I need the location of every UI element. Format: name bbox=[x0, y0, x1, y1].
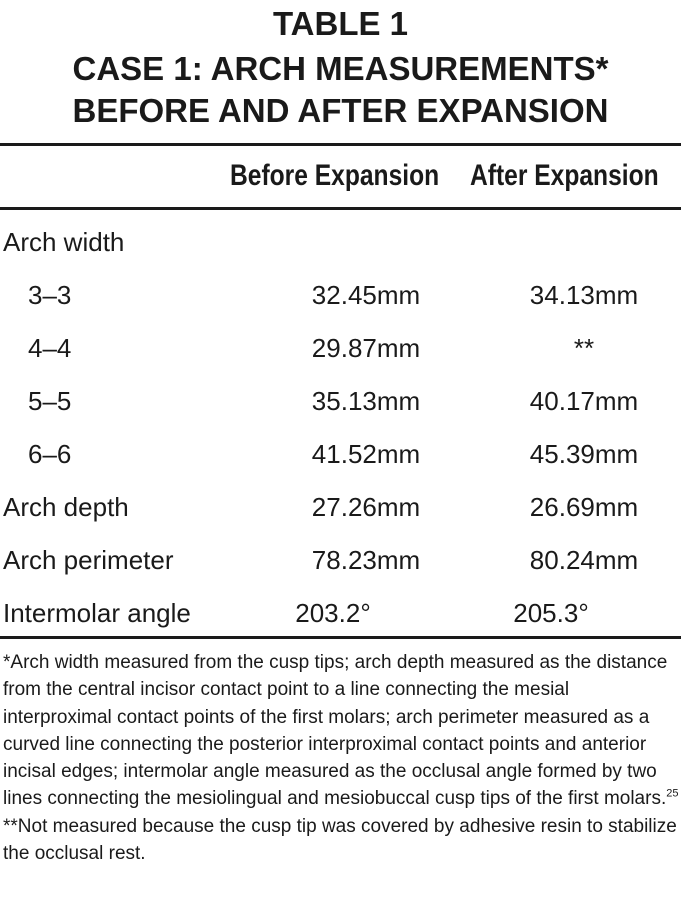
footnote-asterisk-text: *Arch width measured from the cusp tips; arch depth measured as the distance from the central incisor contact point to a line connecting the mesial interproximal contact points of the first molars; arch perimeter measured as a curved line connecting the posterior interproximal contact points and anterior incisal edges; intermolar angle measured as the occlusal angle formed by two lines connecting the mesiolingual and mesiobuccal cusp tips of the first molars. bbox=[3, 652, 668, 810]
before-value: 35.13mm bbox=[311, 386, 421, 416]
after-value: 40.17mm bbox=[529, 386, 639, 416]
row-label: 4–4 bbox=[28, 333, 72, 363]
table-title-line-2: BEFORE AND AFTER EXPANSION bbox=[72, 92, 609, 129]
table-footnotes bbox=[3, 649, 679, 867]
before-value: 203.2° bbox=[295, 598, 371, 628]
header-rule bbox=[0, 207, 681, 210]
table-row bbox=[0, 275, 681, 315]
after-value: 205.3° bbox=[513, 598, 589, 628]
reference-superscript: 25 bbox=[666, 788, 679, 801]
table-row bbox=[0, 593, 681, 633]
column-header-before: Before Expansion bbox=[230, 159, 440, 192]
before-value: 29.87mm bbox=[311, 333, 421, 363]
after-value: 26.69mm bbox=[529, 492, 639, 522]
before-value: 32.45mm bbox=[311, 280, 421, 310]
row-label: Arch perimeter bbox=[3, 545, 174, 575]
after-value: ** bbox=[573, 333, 595, 363]
bottom-rule bbox=[0, 636, 681, 639]
after-value: 34.13mm bbox=[529, 280, 639, 310]
table-row bbox=[0, 222, 681, 262]
row-label: 5–5 bbox=[28, 386, 72, 416]
column-header-after: After Expansion bbox=[470, 159, 659, 192]
footnote-asterisk bbox=[3, 649, 679, 813]
table-row bbox=[0, 381, 681, 421]
table-row bbox=[0, 540, 681, 580]
top-rule bbox=[0, 143, 681, 146]
after-value: 80.24mm bbox=[529, 545, 639, 575]
table-row bbox=[0, 328, 681, 368]
table-row bbox=[0, 434, 681, 474]
before-value: 27.26mm bbox=[311, 492, 421, 522]
table-row bbox=[0, 487, 681, 527]
table-title-line-1: CASE 1: ARCH MEASUREMENTS* bbox=[72, 50, 609, 87]
before-value: 41.52mm bbox=[311, 439, 421, 469]
footnote-double-asterisk: **Not measured because the cusp tip was covered by adhesive resin to stabilize the occlusal rest. bbox=[3, 815, 677, 865]
row-label: Arch width bbox=[3, 227, 125, 257]
row-label: Intermolar angle bbox=[3, 598, 191, 628]
table-number: TABLE 1 bbox=[272, 5, 409, 42]
row-label: 3–3 bbox=[28, 280, 72, 310]
before-value: 78.23mm bbox=[311, 545, 421, 575]
row-label: Arch depth bbox=[3, 492, 129, 522]
after-value: 45.39mm bbox=[529, 439, 639, 469]
row-label: 6–6 bbox=[28, 439, 72, 469]
